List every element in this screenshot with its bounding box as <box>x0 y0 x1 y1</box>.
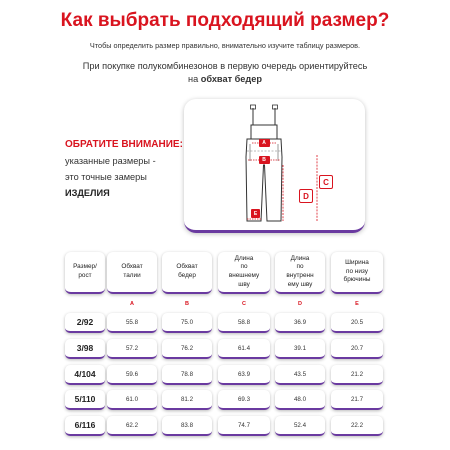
value-cell: 21.7 <box>331 390 383 410</box>
value-cell: 39.1 <box>275 339 325 359</box>
value-cell: 81.2 <box>162 390 212 410</box>
column-letter-e: E <box>355 301 359 307</box>
value-cell: 20.5 <box>331 313 383 333</box>
size-cell: 5/110 <box>65 390 105 410</box>
size-cell: 6/116 <box>65 416 105 436</box>
header-line: ему шву <box>287 280 313 288</box>
value-cell: 61.4 <box>218 339 270 359</box>
header-line: по низу <box>346 267 368 275</box>
header-hem-width <box>331 252 383 294</box>
attention-line-1: указанные размеры - <box>65 156 156 166</box>
instruction-line-1: При покупке полукомбинезонов в первую очередь ориентируйтесь <box>82 61 368 71</box>
header-line: талии <box>123 272 141 279</box>
value-cell: 21.2 <box>331 365 383 385</box>
column-letter-b: B <box>185 301 189 307</box>
header-size <box>65 252 105 294</box>
attention-line-2: это точные замеры <box>65 172 147 182</box>
page-subtitle: Чтобы определить размер правильно, внимательно изучите таблицу размеров. <box>89 41 361 50</box>
overalls-drawing <box>184 99 365 233</box>
value-cell: 61.0 <box>107 390 157 410</box>
value-cell: 74.7 <box>218 416 270 436</box>
value-cell: 69.3 <box>218 390 270 410</box>
value-cell: 22.2 <box>331 416 383 436</box>
header-line: по <box>240 263 248 271</box>
value-cell: 43.5 <box>275 365 325 385</box>
instruction-line-2 <box>0 74 450 84</box>
header-line: Длина <box>234 254 254 262</box>
header-size-line: Размер/ <box>73 263 97 271</box>
value-cell: 58.8 <box>218 313 270 333</box>
column-letter-a: A <box>130 301 134 307</box>
column-letter-d: D <box>298 301 302 307</box>
value-cell: 63.9 <box>218 365 270 385</box>
marker-b: B <box>259 156 270 164</box>
overalls-diagram <box>184 99 365 233</box>
value-cell: 55.8 <box>107 313 157 333</box>
header-line: Длина <box>290 254 310 262</box>
header-inner-seam <box>275 252 325 294</box>
value-cell: 59.6 <box>107 365 157 385</box>
attention-title: ОБРАТИТЕ ВНИМАНИЕ: <box>65 139 183 150</box>
value-cell: 75.0 <box>162 313 212 333</box>
value-cell: 76.2 <box>162 339 212 359</box>
value-cell: 20.7 <box>331 339 383 359</box>
column-letter-c: C <box>242 301 246 307</box>
header-hips <box>162 252 212 294</box>
attention-line-3: ИЗДЕЛИЯ <box>65 188 110 198</box>
value-cell: 83.8 <box>162 416 212 436</box>
header-outer-seam <box>218 252 270 294</box>
size-cell: 2/92 <box>65 313 105 333</box>
value-cell: 78.8 <box>162 365 212 385</box>
header-line: Ширина <box>345 259 369 267</box>
instruction-emphasis: обхват бедер <box>200 74 262 84</box>
marker-d: D <box>299 189 313 203</box>
size-cell: 3/98 <box>65 339 105 359</box>
page-title: Как выбрать подходящий размер? <box>60 10 390 31</box>
header-waist <box>107 252 157 294</box>
marker-e: E <box>251 209 260 218</box>
marker-c: C <box>319 175 333 189</box>
header-line: Обхват <box>121 263 143 271</box>
header-line: брючины <box>343 276 371 284</box>
value-cell: 48.0 <box>275 390 325 410</box>
value-cell: 57.2 <box>107 339 157 359</box>
value-cell: 36.9 <box>275 313 325 333</box>
header-line: Обхват <box>176 263 198 271</box>
marker-a: A <box>259 139 270 147</box>
header-size-line: рост <box>78 272 92 279</box>
header-line: по <box>296 263 304 271</box>
header-line: шву <box>238 280 250 288</box>
size-cell: 4/104 <box>65 365 105 385</box>
instruction-prefix: на <box>188 74 201 84</box>
value-cell: 62.2 <box>107 416 157 436</box>
header-line: внешнему <box>228 272 260 279</box>
value-cell: 52.4 <box>275 416 325 436</box>
header-line: бедер <box>178 272 196 279</box>
header-line: внутренн <box>286 272 314 279</box>
